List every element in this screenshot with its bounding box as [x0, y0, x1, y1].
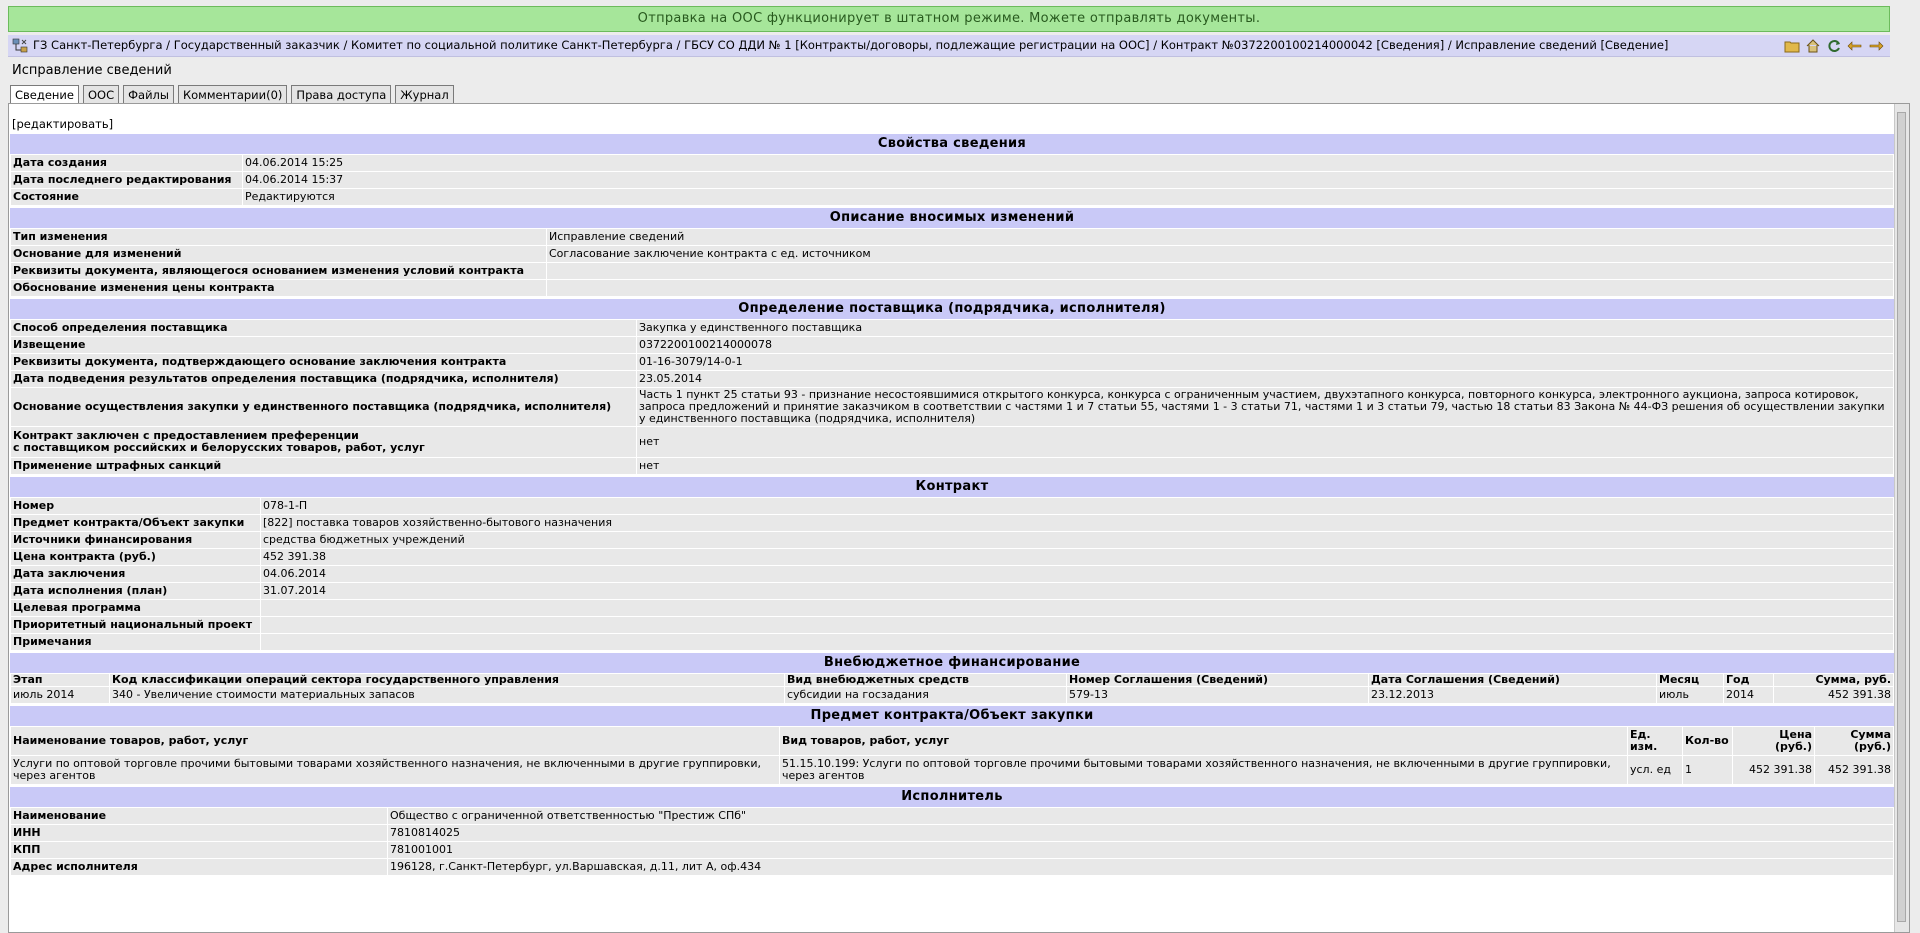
tab-oos[interactable]: ООС — [83, 85, 119, 105]
field-value: 23.05.2014 — [637, 371, 1894, 388]
field-value: 04.06.2014 15:25 — [243, 155, 1894, 172]
field-value: 078-1-П — [261, 498, 1894, 515]
field-value — [261, 617, 1894, 634]
table-cell: 452 391.38 — [1815, 756, 1894, 785]
table-cell: 2014 — [1724, 687, 1774, 704]
tab-svedenie[interactable]: Сведение — [10, 85, 79, 105]
column-header: Кол-во — [1683, 727, 1733, 756]
field-label: Извещение — [11, 337, 637, 354]
field-label-line: Контракт заключен с предоставлением преференции — [13, 429, 359, 442]
table-cell: 23.12.2013 — [1369, 687, 1657, 704]
field-label: Дата создания — [11, 155, 243, 172]
changes-table — [10, 228, 1894, 297]
header-line: (руб.) — [1775, 740, 1812, 753]
field-value: нет — [637, 458, 1894, 475]
field-value — [261, 600, 1894, 617]
field-value: 196128, г.Санкт-Петербург, ул.Варшавская, д.11, лит А, оф.434 — [388, 859, 1894, 876]
field-value — [547, 280, 1894, 297]
column-header — [1815, 727, 1894, 756]
field-label: Тип изменения — [11, 229, 547, 246]
section-properties-header: Свойства сведения — [10, 132, 1894, 154]
column-header: Дата Соглашения (Сведений) — [1369, 674, 1657, 687]
tab-bar — [10, 85, 454, 105]
section-changes-header: Описание вносимых изменений — [10, 206, 1894, 228]
breadcrumb[interactable]: ГЗ Санкт-Петербурга / Государственный заказчик / Комитет по социальной политике Санкт-Петербурга / ГБСУ СО ДДИ № 1 [Контракты/договоры, подлежащие регистрации на ООС] / Контракт №0372200100214000042 [Сведения] / Исправление сведений [Сведение] — [33, 38, 1669, 52]
section-executor-header: Исполнитель — [10, 785, 1894, 807]
folder-icon[interactable] — [1784, 38, 1800, 54]
header-line: Ед. — [1630, 728, 1651, 741]
field-value — [261, 634, 1894, 651]
field-label: Основание для изменений — [11, 246, 547, 263]
field-value: 0372200100214000078 — [637, 337, 1894, 354]
vertical-scrollbar[interactable] — [1894, 104, 1909, 932]
table-cell: 340 - Увеличение стоимости материальных запасов — [110, 687, 785, 704]
table-cell: 579-13 — [1067, 687, 1369, 704]
field-label: ИНН — [11, 825, 388, 842]
section-contract-header: Контракт — [10, 475, 1894, 497]
field-value: 452 391.38 — [261, 549, 1894, 566]
field-label: Приоритетный национальный проект — [11, 617, 261, 634]
field-value: Исправление сведений — [547, 229, 1894, 246]
field-label: Состояние — [11, 189, 243, 206]
column-header: Наименование товаров, работ, услуг — [11, 727, 780, 756]
column-header: Этап — [11, 674, 110, 687]
home-icon[interactable] — [1805, 38, 1821, 54]
column-header: Год — [1724, 674, 1774, 687]
field-label: Основание осуществления закупки у единственного поставщика (подрядчика, исполнителя) — [11, 388, 637, 427]
tab-files[interactable]: Файлы — [123, 85, 174, 105]
table-cell: субсидии на госзадания — [785, 687, 1067, 704]
tree-nav-icon[interactable] — [12, 38, 28, 54]
executor-table — [10, 807, 1894, 876]
table-cell: 452 391.38 — [1774, 687, 1894, 704]
tab-access-rights[interactable]: Права доступа — [291, 85, 391, 105]
field-label: Дата заключения — [11, 566, 261, 583]
table-cell: июль — [1657, 687, 1724, 704]
properties-table — [10, 154, 1894, 206]
header-line: Цена — [1779, 728, 1812, 741]
column-header: Вид внебюджетных средств — [785, 674, 1067, 687]
back-arrow-icon[interactable] — [1847, 38, 1863, 54]
header-line: изм. — [1630, 740, 1658, 753]
field-label: Наименование — [11, 808, 388, 825]
table-cell: июль 2014 — [11, 687, 110, 704]
table-cell: 51.15.10.199: Услуги по оптовой торговле прочими бытовыми товарами хозяйственного назначения, не включенными в другие группировки, через агентов — [780, 756, 1628, 785]
column-header: Вид товаров, работ, услуг — [780, 727, 1628, 756]
field-value: [822] поставка товаров хозяйственно-бытового назначения — [261, 515, 1894, 532]
field-label: Целевая программа — [11, 600, 261, 617]
column-header — [1733, 727, 1815, 756]
field-value: Согласование заключение контракта с ед. источником — [547, 246, 1894, 263]
column-header: Номер Соглашения (Сведений) — [1067, 674, 1369, 687]
page-title: Исправление сведений — [12, 63, 172, 78]
field-label: Источники финансирования — [11, 532, 261, 549]
field-label: Реквизиты документа, являющегося основанием изменения условий контракта — [11, 263, 547, 280]
field-value: средства бюджетных учреждений — [261, 532, 1894, 549]
field-label: Реквизиты документа, подтверждающего основание заключения контракта — [11, 354, 637, 371]
field-value: нет — [637, 427, 1894, 458]
status-notice: Отправка на ООС функционирует в штатном режиме. Можете отправлять документы. — [8, 6, 1890, 32]
field-label: Примечания — [11, 634, 261, 651]
field-value: Часть 1 пункт 25 статьи 93 - признание несостоявшимися открытого конкурса, конкурса с ограниченным участием, двухэтапного конкурса, повторного конкурса, электронного аукциона, запроса котировок, запроса предложений и принятие заказчиком в соответствии с частями 1 и 7 статьи 55, частями 1 - 3 статьи 71, частями 1 и 3 статьи 79, частью 18 статьи 83 Закона № 44-ФЗ решения об осуществлении закупки у единственного поставщика (подрядчика, исполнителя) — [637, 388, 1894, 427]
table-row — [11, 756, 1894, 785]
field-label — [11, 427, 637, 458]
header-line: Сумма — [1850, 728, 1891, 741]
field-value: Закупка у единственного поставщика — [637, 320, 1894, 337]
column-header — [1628, 727, 1683, 756]
field-value: 04.06.2014 15:37 — [243, 172, 1894, 189]
field-label: КПП — [11, 842, 388, 859]
field-label: Применение штрафных санкций — [11, 458, 637, 475]
field-label: Способ определения поставщика — [11, 320, 637, 337]
breadcrumb-toolbar — [1784, 38, 1884, 54]
table-cell: Услуги по оптовой торговле прочими бытовыми товарами хозяйственного назначения, не включенными в другие группировки, через агентов — [11, 756, 780, 785]
field-label: Дата последнего редактирования — [11, 172, 243, 189]
field-value: 7810814025 — [388, 825, 1894, 842]
field-label: Дата исполнения (план) — [11, 583, 261, 600]
extrabudget-table — [10, 673, 1894, 704]
field-value: Редактируются — [243, 189, 1894, 206]
field-label-line: с поставщиком российских и белорусских товаров, работ, услуг — [13, 441, 425, 454]
details-content — [10, 132, 1894, 876]
contract-table — [10, 497, 1894, 651]
supplier-table — [10, 319, 1894, 475]
field-label: Дата подведения результатов определения поставщика (подрядчика, исполнителя) — [11, 371, 637, 388]
column-header: Сумма, руб. — [1774, 674, 1894, 687]
tab-comments[interactable]: Комментарии(0) — [178, 85, 287, 105]
field-value: 01-16-3079/14-0-1 — [637, 354, 1894, 371]
content-panel — [8, 103, 1910, 933]
tab-journal[interactable]: Журнал — [395, 85, 453, 105]
subject-table — [10, 726, 1894, 785]
section-supplier-header: Определение поставщика (подрядчика, исполнителя) — [10, 297, 1894, 319]
field-value: Общество с ограниченной ответственностью "Престиж СПб" — [388, 808, 1894, 825]
breadcrumb-bar — [8, 35, 1890, 57]
table-cell: усл. ед — [1628, 756, 1683, 785]
field-label: Номер — [11, 498, 261, 515]
column-header: Месяц — [1657, 674, 1724, 687]
field-label: Адрес исполнителя — [11, 859, 388, 876]
refresh-icon[interactable] — [1826, 38, 1842, 54]
section-extrabudget-header: Внебюджетное финансирование — [10, 651, 1894, 673]
scrollbar-thumb[interactable] — [1897, 112, 1906, 922]
edit-link[interactable]: [редактировать] — [12, 117, 114, 131]
forward-arrow-icon[interactable] — [1868, 38, 1884, 54]
field-label: Предмет контракта/Объект закупки — [11, 515, 261, 532]
field-label: Обоснование изменения цены контракта — [11, 280, 547, 297]
field-value: 781001001 — [388, 842, 1894, 859]
section-subject-header: Предмет контракта/Объект закупки — [10, 704, 1894, 726]
header-line: (руб.) — [1854, 740, 1891, 753]
table-row — [11, 687, 1894, 704]
table-cell: 1 — [1683, 756, 1733, 785]
field-value — [547, 263, 1894, 280]
column-header: Код классификации операций сектора государственного управления — [110, 674, 785, 687]
field-label: Цена контракта (руб.) — [11, 549, 261, 566]
table-cell: 452 391.38 — [1733, 756, 1815, 785]
field-value: 04.06.2014 — [261, 566, 1894, 583]
field-value: 31.07.2014 — [261, 583, 1894, 600]
